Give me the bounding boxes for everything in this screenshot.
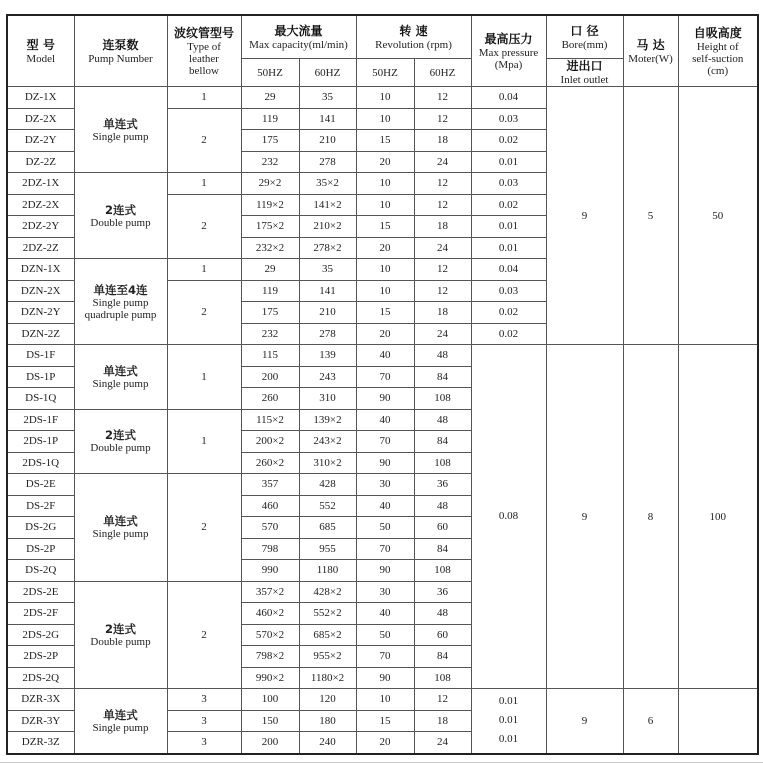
model-cell: 2DZ-1X — [7, 173, 74, 195]
cap-50hz-cell: 357 — [241, 474, 299, 496]
cap-60hz-cell: 278 — [299, 151, 356, 173]
bellow-type-cell: 1 — [167, 345, 241, 410]
pressure-cell — [471, 345, 546, 689]
cap-60hz-cell: 243×2 — [299, 431, 356, 453]
rev-60hz-cell: 12 — [414, 194, 471, 216]
pump-spec-table — [6, 14, 759, 755]
header-capacity — [241, 15, 356, 59]
pump-number-en: Single pump — [92, 528, 149, 541]
header-bore — [546, 15, 623, 59]
cap-60hz-cell: 1180 — [299, 560, 356, 582]
cap-60hz-cell: 310 — [299, 388, 356, 410]
header-motor-cn: 马 达 — [636, 37, 665, 52]
cap-60hz-cell: 278 — [299, 323, 356, 345]
cap-50hz-cell: 260×2 — [241, 452, 299, 474]
model-cell: DS-2Q — [7, 560, 74, 582]
cap-60hz-cell: 139 — [299, 345, 356, 367]
cap-50hz-cell: 200 — [241, 366, 299, 388]
model-cell: 2DS-2F — [7, 603, 74, 625]
model-cell: DZR-3X — [7, 689, 74, 711]
pump-number-en: Double pump — [90, 216, 151, 229]
pump-number-cn: 单连式 — [103, 707, 138, 722]
rev-60hz-cell: 84 — [414, 366, 471, 388]
cap-50hz-cell: 119 — [241, 280, 299, 302]
rev-60hz-cell: 12 — [414, 108, 471, 130]
header-height-en: Height of — [696, 40, 739, 53]
rev-60hz-cell: 84 — [414, 431, 471, 453]
model-cell: 2DS-1P — [7, 431, 74, 453]
pressure-cell: 0.04 — [471, 87, 546, 109]
header-pressure-en: Max pressure — [478, 46, 539, 59]
header-type-cn: 波纹管型号 — [173, 25, 234, 40]
cap-60hz-cell: 685 — [299, 517, 356, 539]
pump-number-cell — [74, 345, 167, 410]
cap-50hz-cell: 460 — [241, 495, 299, 517]
cap-50hz-cell: 119 — [241, 108, 299, 130]
pump-number-cn: 单连式 — [103, 363, 138, 378]
header-inlet-cn: 进出口 — [566, 59, 603, 73]
rev-50hz-cell: 70 — [356, 366, 414, 388]
model-cell: DZN-1X — [7, 259, 74, 281]
pump-number-cell — [74, 409, 167, 474]
motor-cell: 5 — [623, 87, 678, 345]
rev-50hz-cell: 40 — [356, 495, 414, 517]
model-cell: 2DS-1F — [7, 409, 74, 431]
rev-50hz-cell: 10 — [356, 259, 414, 281]
bellow-type-cell: 2 — [167, 194, 241, 259]
pressure-cell: 0.03 — [471, 280, 546, 302]
model-cell: DZR-3Z — [7, 732, 74, 754]
cap-60hz-cell: 955 — [299, 538, 356, 560]
cap-60hz-cell: 552 — [299, 495, 356, 517]
model-cell: 2DS-2Q — [7, 667, 74, 689]
height-cell — [678, 689, 758, 754]
cap-60hz-cell: 141×2 — [299, 194, 356, 216]
header-bore-cn: 口 径 — [570, 23, 599, 38]
model-cell: DS-2E — [7, 474, 74, 496]
model-cell: DZ-2X — [7, 108, 74, 130]
pressure-cell: 0.01 — [471, 216, 546, 238]
header-height-en: self-suction — [692, 52, 744, 65]
cap-50hz-cell: 798 — [241, 538, 299, 560]
rev-60hz-cell: 24 — [414, 151, 471, 173]
model-cell: DS-1P — [7, 366, 74, 388]
model-cell: DS-2F — [7, 495, 74, 517]
rev-50hz-cell: 10 — [356, 194, 414, 216]
rev-50hz-cell: 90 — [356, 667, 414, 689]
pump-number-cn: 2连式 — [104, 621, 136, 636]
header-rev-50hz: 50HZ — [356, 59, 414, 87]
rev-50hz-cell: 10 — [356, 689, 414, 711]
rev-50hz-cell: 20 — [356, 151, 414, 173]
table-row — [7, 689, 758, 711]
rev-60hz-cell: 108 — [414, 388, 471, 410]
cap-60hz-cell: 35 — [299, 259, 356, 281]
pressure-value: 0.01 — [498, 733, 519, 746]
rev-60hz-cell: 48 — [414, 345, 471, 367]
rev-60hz-cell: 108 — [414, 452, 471, 474]
bellow-type-cell: 2 — [167, 581, 241, 689]
model-cell: DZN-2Z — [7, 323, 74, 345]
pump-number-en: Single pump — [92, 130, 149, 143]
model-cell: DS-1Q — [7, 388, 74, 410]
rev-60hz-cell: 84 — [414, 646, 471, 668]
header-pressure — [471, 15, 546, 87]
rev-60hz-cell: 24 — [414, 237, 471, 259]
rev-50hz-cell: 10 — [356, 173, 414, 195]
cap-60hz-cell: 552×2 — [299, 603, 356, 625]
bellow-type-cell: 3 — [167, 710, 241, 732]
header-height — [678, 15, 758, 87]
header-type-en: Type of — [187, 40, 221, 53]
pump-number-en: Single pump — [92, 721, 149, 734]
header-model — [7, 15, 74, 87]
cap-50hz-cell: 29 — [241, 259, 299, 281]
model-cell: 2DS-1Q — [7, 452, 74, 474]
rev-50hz-cell: 40 — [356, 603, 414, 625]
rev-60hz-cell: 108 — [414, 560, 471, 582]
rev-50hz-cell: 40 — [356, 345, 414, 367]
rev-50hz-cell: 40 — [356, 409, 414, 431]
header-rev-60hz: 60HZ — [414, 59, 471, 87]
rev-50hz-cell: 50 — [356, 517, 414, 539]
header-pump-en: Pump Number — [88, 52, 153, 65]
rev-50hz-cell: 50 — [356, 624, 414, 646]
rev-60hz-cell: 48 — [414, 495, 471, 517]
pressure-cell: 0.02 — [471, 130, 546, 152]
cap-60hz-cell: 955×2 — [299, 646, 356, 668]
cap-50hz-cell: 232×2 — [241, 237, 299, 259]
rev-60hz-cell: 108 — [414, 667, 471, 689]
bellow-type-cell: 2 — [167, 108, 241, 173]
rev-60hz-cell: 12 — [414, 280, 471, 302]
cap-60hz-cell: 139×2 — [299, 409, 356, 431]
rev-60hz-cell: 18 — [414, 710, 471, 732]
header-cap-60hz: 60HZ — [299, 59, 356, 87]
rev-50hz-cell: 20 — [356, 732, 414, 754]
pump-number-cell — [74, 689, 167, 754]
header-motor — [623, 15, 678, 87]
pump-number-cn: 2连式 — [104, 428, 136, 443]
height-cell: 100 — [678, 345, 758, 689]
pump-number-en: Double pump — [90, 635, 151, 648]
rev-60hz-cell: 60 — [414, 624, 471, 646]
rev-60hz-cell: 12 — [414, 87, 471, 109]
pump-number-cell — [74, 259, 167, 345]
header-cap-50hz: 50HZ — [241, 59, 299, 87]
header-capacity-cn: 最大流量 — [274, 23, 323, 38]
model-cell: DZ-2Y — [7, 130, 74, 152]
model-cell: 2DS-2P — [7, 646, 74, 668]
rev-50hz-cell: 15 — [356, 216, 414, 238]
cap-60hz-cell: 141 — [299, 108, 356, 130]
bellow-type-cell: 1 — [167, 259, 241, 281]
model-cell: DZN-2X — [7, 280, 74, 302]
rev-60hz-cell: 48 — [414, 409, 471, 431]
rev-60hz-cell: 24 — [414, 323, 471, 345]
pump-number-cell — [74, 474, 167, 582]
rev-60hz-cell: 36 — [414, 474, 471, 496]
pump-number-cn: 2连式 — [104, 202, 136, 217]
bellow-type-cell: 1 — [167, 409, 241, 474]
cap-60hz-cell: 240 — [299, 732, 356, 754]
rev-50hz-cell: 10 — [356, 108, 414, 130]
bellow-type-cell: 1 — [167, 173, 241, 195]
rev-50hz-cell: 30 — [356, 474, 414, 496]
pump-number-en: Single pump — [92, 296, 149, 309]
rev-50hz-cell: 20 — [356, 237, 414, 259]
cap-50hz-cell: 29×2 — [241, 173, 299, 195]
cap-60hz-cell: 210×2 — [299, 216, 356, 238]
header-pump-cn: 连泵数 — [102, 37, 139, 52]
pump-number-cell — [74, 581, 167, 689]
cap-50hz-cell: 990 — [241, 560, 299, 582]
model-cell: 2DS-2G — [7, 624, 74, 646]
rev-50hz-cell: 10 — [356, 280, 414, 302]
header-revolution-en: Revolution (rpm) — [375, 38, 452, 51]
cap-50hz-cell: 798×2 — [241, 646, 299, 668]
bore-cell: 9 — [546, 87, 623, 345]
motor-cell: 8 — [623, 345, 678, 689]
cap-60hz-cell: 210 — [299, 130, 356, 152]
height-cell: 50 — [678, 87, 758, 345]
rev-50hz-cell: 90 — [356, 560, 414, 582]
header-revolution-cn: 转 速 — [399, 23, 428, 38]
pressure-cell: 0.02 — [471, 302, 546, 324]
pump-number-cell — [74, 87, 167, 173]
cap-50hz-cell: 990×2 — [241, 667, 299, 689]
rev-50hz-cell: 90 — [356, 388, 414, 410]
model-cell: 2DZ-2Z — [7, 237, 74, 259]
bore-cell: 9 — [546, 689, 623, 754]
cap-50hz-cell: 570 — [241, 517, 299, 539]
cap-60hz-cell: 180 — [299, 710, 356, 732]
motor-cell: 6 — [623, 689, 678, 754]
bellow-type-cell: 2 — [167, 280, 241, 345]
cap-50hz-cell: 200×2 — [241, 431, 299, 453]
rev-50hz-cell: 70 — [356, 538, 414, 560]
bellow-type-cell: 3 — [167, 732, 241, 754]
pump-number-en: Double pump — [90, 442, 151, 455]
bellow-type-cell: 1 — [167, 87, 241, 109]
rev-50hz-cell: 90 — [356, 452, 414, 474]
rev-50hz-cell: 20 — [356, 323, 414, 345]
rev-50hz-cell: 30 — [356, 581, 414, 603]
cap-60hz-cell: 141 — [299, 280, 356, 302]
model-cell: DZ-1X — [7, 87, 74, 109]
rev-60hz-cell: 48 — [414, 603, 471, 625]
table-row — [7, 345, 758, 367]
cap-50hz-cell: 200 — [241, 732, 299, 754]
pressure-cell — [471, 689, 546, 754]
pump-number-cell — [74, 173, 167, 259]
pressure-cell: 0.01 — [471, 237, 546, 259]
cap-50hz-cell: 175×2 — [241, 216, 299, 238]
cap-50hz-cell: 119×2 — [241, 194, 299, 216]
pressure-value: 0.01 — [498, 695, 519, 708]
pump-number-cn: 单连至4连 — [93, 282, 148, 297]
bore-cell: 9 — [546, 345, 623, 689]
pump-number-en: quadruple pump — [84, 308, 157, 321]
rev-60hz-cell: 12 — [414, 259, 471, 281]
pressure-cell: 0.02 — [471, 194, 546, 216]
cap-50hz-cell: 232 — [241, 151, 299, 173]
pressure-cell: 0.02 — [471, 323, 546, 345]
pressure-cell: 0.04 — [471, 259, 546, 281]
header-bore-en: Bore(mm) — [561, 38, 608, 51]
bellow-type-cell: 3 — [167, 689, 241, 711]
pressure-cell: 0.03 — [471, 173, 546, 195]
pressure-cell: 0.01 — [471, 151, 546, 173]
bellow-type-cell: 2 — [167, 474, 241, 582]
header-capacity-en: Max capacity(ml/min) — [249, 38, 348, 51]
rev-60hz-cell: 60 — [414, 517, 471, 539]
header-revolution — [356, 15, 471, 59]
header-motor-en: Moter(W) — [628, 52, 673, 65]
model-cell: 2DZ-2X — [7, 194, 74, 216]
rev-60hz-cell: 24 — [414, 732, 471, 754]
cap-60hz-cell: 428 — [299, 474, 356, 496]
cap-60hz-cell: 1180×2 — [299, 667, 356, 689]
header-type-en: bellow — [189, 64, 219, 77]
header-height-cn: 自吸高度 — [693, 25, 742, 40]
rev-50hz-cell: 10 — [356, 87, 414, 109]
cap-50hz-cell: 29 — [241, 87, 299, 109]
header-type — [167, 15, 241, 87]
header-pump — [74, 15, 167, 87]
cap-60hz-cell: 243 — [299, 366, 356, 388]
rev-60hz-cell: 84 — [414, 538, 471, 560]
header-height-en: (cm) — [707, 64, 729, 77]
cap-50hz-cell: 570×2 — [241, 624, 299, 646]
model-cell: DS-1F — [7, 345, 74, 367]
rev-50hz-cell: 15 — [356, 710, 414, 732]
cap-50hz-cell: 357×2 — [241, 581, 299, 603]
cap-60hz-cell: 428×2 — [299, 581, 356, 603]
cap-50hz-cell: 115 — [241, 345, 299, 367]
rev-60hz-cell: 36 — [414, 581, 471, 603]
pump-number-cn: 单连式 — [103, 514, 138, 529]
header-model-cn: 型 号 — [26, 37, 55, 52]
model-cell: DZ-2Z — [7, 151, 74, 173]
pump-number-cn: 单连式 — [103, 116, 138, 131]
header-type-en: leather — [189, 52, 219, 65]
rev-60hz-cell: 18 — [414, 216, 471, 238]
cap-60hz-cell: 35 — [299, 87, 356, 109]
model-cell: 2DS-2E — [7, 581, 74, 603]
pressure-cell: 0.03 — [471, 108, 546, 130]
cap-60hz-cell: 120 — [299, 689, 356, 711]
header-pressure-en: (Mpa) — [494, 58, 523, 71]
cap-50hz-cell: 150 — [241, 710, 299, 732]
pressure-value: 0.08 — [498, 510, 519, 522]
header-inlet-en: Inlet outlet — [560, 74, 609, 86]
cap-50hz-cell: 115×2 — [241, 409, 299, 431]
rev-50hz-cell: 70 — [356, 431, 414, 453]
table-body — [7, 87, 758, 754]
header-model-en: Model — [26, 52, 56, 65]
cap-50hz-cell: 460×2 — [241, 603, 299, 625]
cap-50hz-cell: 232 — [241, 323, 299, 345]
cap-60hz-cell: 310×2 — [299, 452, 356, 474]
cap-60hz-cell: 278×2 — [299, 237, 356, 259]
cap-60hz-cell: 35×2 — [299, 173, 356, 195]
cap-50hz-cell: 260 — [241, 388, 299, 410]
cap-60hz-cell: 210 — [299, 302, 356, 324]
cap-60hz-cell: 685×2 — [299, 624, 356, 646]
pressure-value: 0.01 — [498, 714, 519, 727]
model-cell: DS-2G — [7, 517, 74, 539]
rev-60hz-cell: 18 — [414, 130, 471, 152]
header-inlet — [546, 59, 623, 87]
model-cell: 2DZ-2Y — [7, 216, 74, 238]
rev-60hz-cell: 12 — [414, 689, 471, 711]
table-row — [7, 87, 758, 109]
rev-60hz-cell: 12 — [414, 173, 471, 195]
model-cell: DS-2P — [7, 538, 74, 560]
cap-50hz-cell: 175 — [241, 130, 299, 152]
model-cell: DZN-2Y — [7, 302, 74, 324]
model-cell: DZR-3Y — [7, 710, 74, 732]
pump-number-en: Single pump — [92, 377, 149, 390]
rev-50hz-cell: 70 — [356, 646, 414, 668]
cap-50hz-cell: 175 — [241, 302, 299, 324]
rev-60hz-cell: 18 — [414, 302, 471, 324]
cap-50hz-cell: 100 — [241, 689, 299, 711]
rev-50hz-cell: 15 — [356, 130, 414, 152]
header-pressure-cn: 最高压力 — [484, 31, 533, 46]
rev-50hz-cell: 15 — [356, 302, 414, 324]
